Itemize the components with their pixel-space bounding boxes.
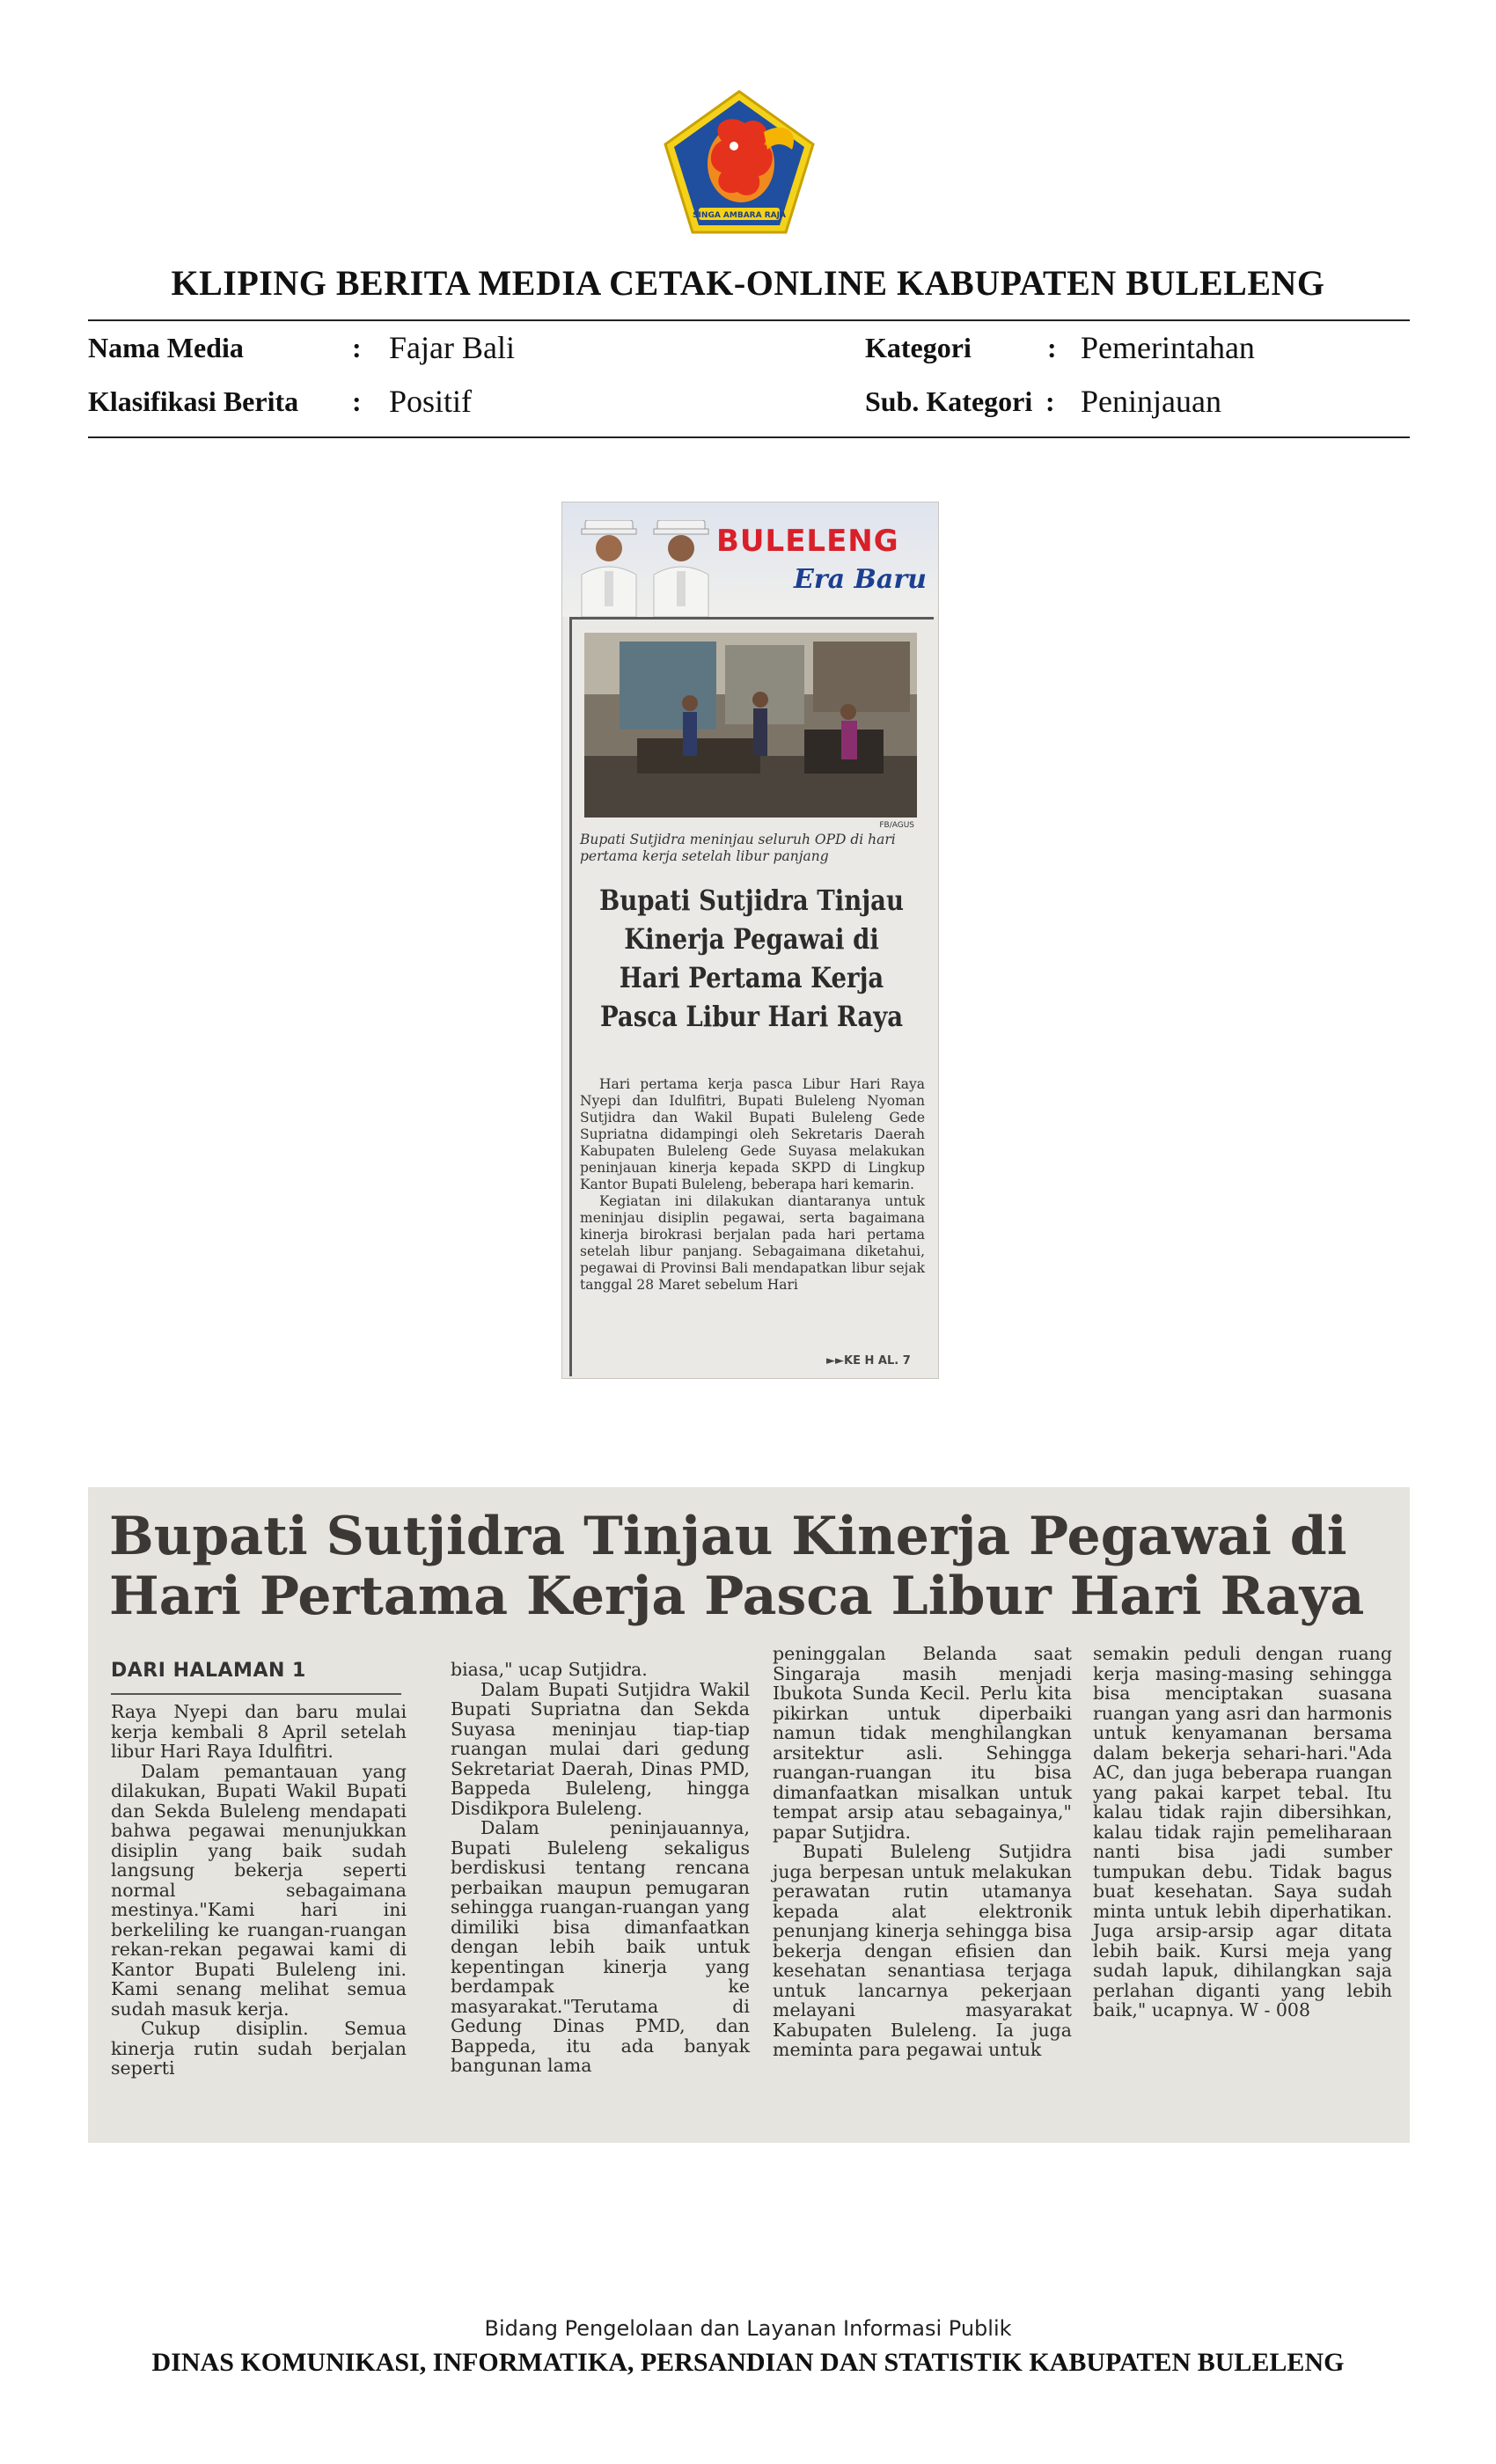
- nama-media-value: Fajar Bali: [389, 330, 515, 365]
- kategori-label: Kategori: [865, 332, 972, 363]
- column-brand: BULELENG: [716, 524, 899, 559]
- klasifikasi-label: Klasifikasi Berita: [88, 385, 299, 417]
- kategori-value: Pemerintahan: [1081, 330, 1255, 365]
- colon: :: [1047, 332, 1057, 363]
- divider: [111, 1693, 401, 1695]
- official-portrait-image: [578, 520, 640, 617]
- article-paragraph: Cukup disiplin. Semua kinerja rutin sudah berjalan seperti: [111, 2018, 407, 2079]
- article-paragraph: semakin peduli dengan ruang kerja masing-masing sehingga bisa menciptakan suasana ruangan yang asri dan harmonis untuk kenyamanan bersama dalam bekerja sehari-hari."Ada AC, dan juga beberapa ruangan yang pakai karpet tebal. Itu kalau tidak rajin dibersihkan, kalau tidak rajin pemeliharaan nanti bisa jadi sumber tumpukan debu. Tidak bagus buat kesehatan. Saya sudah minta untuk lebih diperhatikan. Juga arsip-arsip agar ditata lebih baik. Kursi meja yang sudah lapuk, dihilangkan saja perlahan diganti yang lebih baik," ucapnya. W - 008: [1093, 1643, 1392, 2020]
- sub-kategori-value: Peninjauan: [1081, 384, 1221, 419]
- svg-text:SINGA AMBARA RAJA: SINGA AMBARA RAJA: [693, 211, 786, 220]
- article-headline: Bupati Sutjidra Tinjau Kinerja Pegawai di Hari Pertama Kerja Pasca Libur Hari Raya: [109, 1506, 1365, 1627]
- article-paragraph: Raya Nyepi dan baru mulai kerja kembali 8 April setelah libur Hari Raya Idulfitri.: [111, 1701, 407, 1762]
- photo-credit: FB/AGUS: [879, 821, 914, 830]
- buleleng-logo: [660, 88, 818, 238]
- official-portrait-image: [650, 520, 712, 617]
- page-title: KLIPING BERITA MEDIA CETAK-ONLINE KABUPATEN BULELENG: [171, 263, 1325, 303]
- nama-media-label: Nama Media: [88, 332, 244, 363]
- continued-reference: ►►KE H AL. 7: [826, 1354, 911, 1368]
- article-paragraph: Dalam pemantauan yang dilakukan, Bupati Wakil Bupati dan Sekda Buleleng mendapati bahwa pegawai menunjukkan disiplin yang baik sudah langsung bekerja seperti normal sebagaimana mestinya."Kami hari ini berkeliling ke ruangan-ruangan rekan-rekan pegawai kami di Kantor Bupati Buleleng ini. Kami senang melihat semua sudah masuk kerja.: [111, 1760, 407, 2020]
- footer-agency: DINAS KOMUNIKASI, INFORMATIKA, PERSANDIAN DAN STATISTIK KABUPATEN BULELENG: [151, 2348, 1345, 2377]
- article-paragraph: Kegiatan ini dilakukan diantaranya untuk meninjau disiplin pegawai, serta bagaimana kinerja birokrasi berjalan pada hari pertama setelah libur panjang. Sebagaimana diketahui, pegawai di Provinsi Bali mendapatkan libur sejak tanggal 28 Maret sebelum Hari: [580, 1193, 925, 1293]
- column-banner: [562, 502, 938, 617]
- colon: :: [352, 332, 362, 363]
- article-column-1: [111, 1702, 407, 2079]
- article-paragraph: peninggalan Belanda saat Singaraja masih menjadi Ibukota Sunda Kecil. Perlu kita pikirkan untuk diperbaiki namun tidak menghilangkan arsitektur asli. Sehingga ruangan-ruangan itu bisa dimanfaatkan misalkan untuk tempat arsip atau sebagainya," papar Sutjidra.: [773, 1643, 1072, 1843]
- divider-bottom: [88, 436, 1410, 438]
- article-paragraph: Bupati Buleleng Sutjidra juga berpesan untuk melakukan perawatan rutin utamanya kepada alat elektronik penunjang kinerja sehingga bisa bekerja dengan efisien dan kesehatan senantiasa terjaga untuk lancarnya pekerjaan melayani masyarakat Kabupaten Buleleng. Ia juga meminta para pegawai untuk: [773, 1841, 1072, 2060]
- office-inspection-photo: [584, 633, 917, 818]
- column-brand-sub: Era Baru: [794, 564, 927, 595]
- article-paragraph: Hari pertama kerja pasca Libur Hari Raya Nyepi dan Idulfitri, Bupati Buleleng Nyoman Sutjidra dan Wakil Bupati Buleleng Gede Supriatna didampingi oleh Sekretaris Daerah Kabupaten Buleleng Gede Suyasa melakukan peninjauan kinerja kepada SKPD di Lingkup Kantor Bupati Buleleng, beberapa hari kemarin.: [580, 1076, 925, 1192]
- article-column-4: [1093, 1644, 1392, 2020]
- colon: :: [1045, 385, 1055, 417]
- divider-top: [88, 319, 1410, 321]
- footer-division: Bidang Pengelolaan dan Layanan Informasi Publik: [484, 2316, 1012, 2341]
- photo-caption: Bupati Sutjidra meninjau seluruh OPD di hari pertama kerja setelah libur panjang: [580, 832, 896, 864]
- continued-from-label: DARI HALAMAN 1: [111, 1660, 306, 1682]
- newspaper-clipping-continued: [88, 1487, 1410, 2143]
- sub-kategori-label: Sub. Kategori: [865, 385, 1033, 417]
- article-headline: Bupati Sutjidra Tinjau Kinerja Pegawai di Hari Pertama Kerja Pasca Libur Hari Raya: [599, 884, 904, 1033]
- colon: :: [352, 385, 362, 417]
- klasifikasi-value: Positif: [389, 384, 473, 419]
- article-column-3: [773, 1644, 1072, 2060]
- article-paragraph: Dalam Bupati Sutjidra Wakil Bupati Supriatna dan Sekda Suyasa meninjau tiap-tiap ruangan mulai dari gedung Sekretariat Daerah, Dinas PMD, Bappeda Buleleng, hingga Disdikpora Buleleng.: [451, 1678, 750, 1819]
- newspaper-clipping-front: [561, 502, 939, 1379]
- article-column-2: [451, 1660, 750, 2076]
- article-body: [580, 1076, 925, 1294]
- article-paragraph: Dalam peninjauannya, Bupati Buleleng sekaligus berdiskusi tentang rencana perbaikan maupun pemugaran sehingga ruangan-ruangan yang dimiliki bisa dimanfaatkan dengan lebih baik untuk kepentingan kinerja yang berdampak ke masyarakat."Terutama di Gedung Dinas PMD, dan Bappeda, itu ada banyak bangunan lama: [451, 1817, 750, 2076]
- article-paragraph: biasa," ucap Sutjidra.: [451, 1659, 648, 1680]
